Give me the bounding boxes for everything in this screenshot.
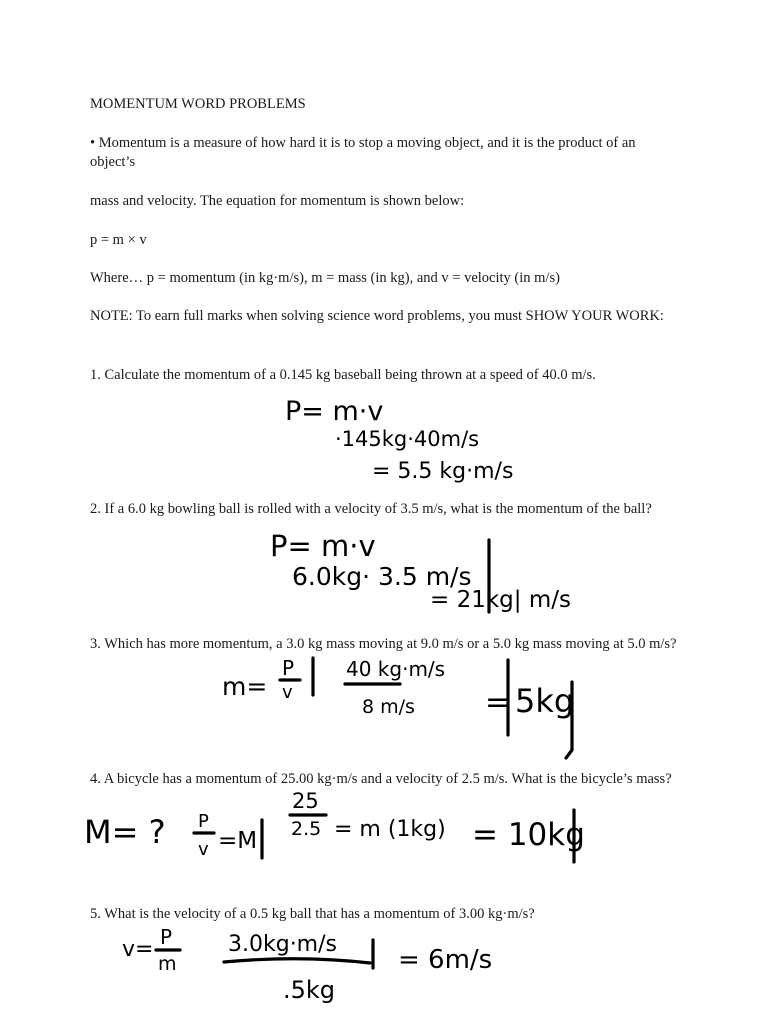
q5-handwritten-work <box>122 925 492 1004</box>
q1-work-line-2: ·145kg·40m/s <box>335 427 480 451</box>
question-3: 3. Which has more momentum, a 3.0 kg mass moving at 9.0 m/s or a 5.0 kg mass moving at 5.0 m/s? <box>90 636 677 652</box>
q4-formula-result: =M <box>218 828 258 854</box>
q1-work-line-1: P= m·v <box>285 396 384 427</box>
q3-handwritten-work <box>222 656 574 758</box>
intro-paragraph: • Momentum is a measure of how hard it is to stop a moving object, and it is the product of an object’s <box>90 135 640 170</box>
q5-formula-numerator: P <box>160 925 173 949</box>
q5-fraction-bar <box>224 959 370 963</box>
q4-numerator: 25 <box>292 789 319 813</box>
q4-handwritten-work <box>84 789 585 862</box>
variable-definitions: Where… p = momentum (in kg·m/s), m = mass (in kg), and v = velocity (in m/s) <box>90 270 560 286</box>
q5-answer: = 6m/s <box>398 945 493 975</box>
q3-formula-denominator: v <box>282 682 293 703</box>
q4-answer: = 10kg <box>472 817 585 853</box>
q2-work-line-1: P= m·v <box>270 529 376 563</box>
q4-formula-numerator: P <box>198 811 209 832</box>
q5-denominator: .5kg <box>283 976 336 1004</box>
q1-handwritten-work <box>285 396 513 484</box>
question-1: 1. Calculate the momentum of a 0.145 kg baseball being thrown at a speed of 40.0 m/s. <box>90 367 596 383</box>
q5-formula-denominator: m <box>158 953 177 975</box>
q3-answer: 5kg <box>515 682 575 720</box>
q4-mass-equation: = m (1kg) <box>334 817 446 842</box>
question-4: 4. A bicycle has a momentum of 25.00 kg·m/s and a velocity of 2.5 m/s. What is the bicycle’s mass? <box>90 771 672 787</box>
q2-work-line-2: 6.0kg· 3.5 m/s <box>292 562 472 591</box>
q4-mass-unknown: M= ? <box>84 813 166 851</box>
worksheet-title: MOMENTUM WORD PROBLEMS <box>90 96 306 112</box>
q5-velocity-label: v= <box>122 937 154 962</box>
q3-answer-bracket <box>566 682 572 758</box>
show-work-note: NOTE: To earn full marks when solving science word problems, you must SHOW YOUR WORK: <box>90 308 664 324</box>
q3-formula-numerator: P <box>282 656 295 680</box>
q1-work-line-3: = 5.5 kg·m/s <box>372 459 514 484</box>
q2-handwritten-work <box>270 529 571 613</box>
q3-formula-label: m= <box>222 672 268 701</box>
q4-denominator: 2.5 <box>291 818 322 840</box>
question-5: 5. What is the velocity of a 0.5 kg ball that has a momentum of 3.00 kg·m/s? <box>90 906 535 922</box>
intro-continuation: mass and velocity. The equation for momentum is shown below: <box>90 193 465 209</box>
q3-numerator: 40 kg·m/s <box>346 657 446 681</box>
q4-formula-denominator: v <box>198 839 209 860</box>
q3-equals: = <box>485 685 511 720</box>
question-2: 2. If a 6.0 kg bowling ball is rolled with a velocity of 3.5 m/s, what is the momentum of the ball? <box>90 501 652 517</box>
q5-numerator: 3.0kg·m/s <box>228 932 337 957</box>
momentum-equation: p = m × v <box>90 232 147 248</box>
q2-work-line-3: = 21kg| m/s <box>430 587 571 613</box>
q3-denominator: 8 m/s <box>362 696 415 718</box>
